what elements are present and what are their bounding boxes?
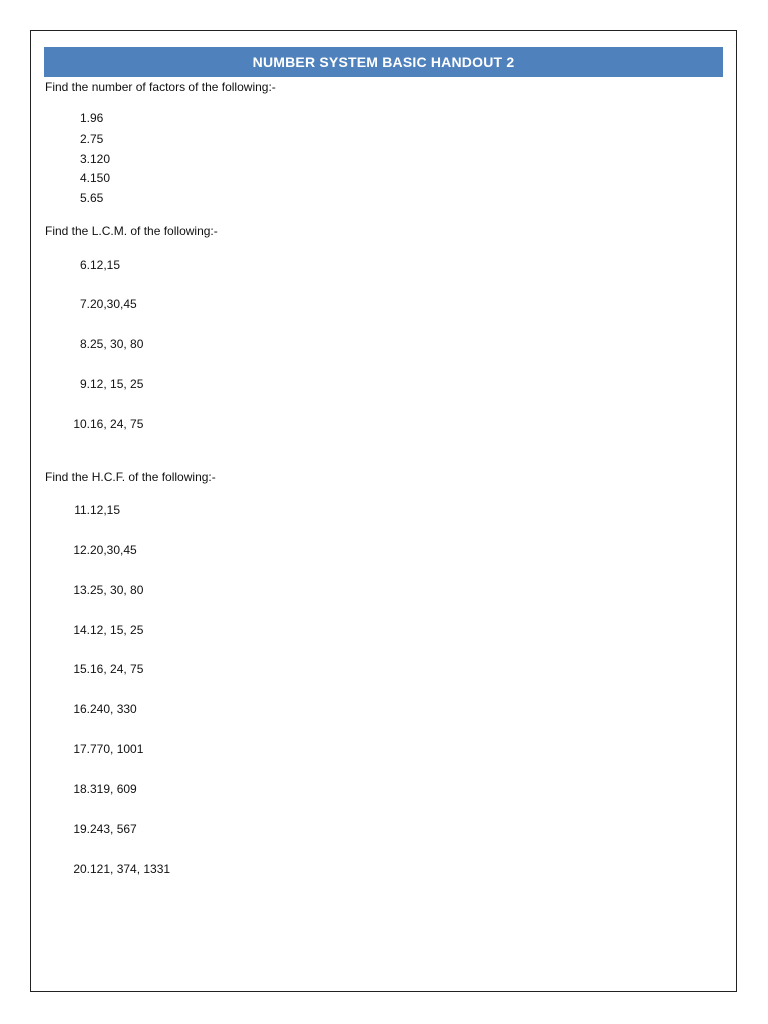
section-heading-lcm: Find the L.C.M. of the following:-: [45, 224, 218, 238]
item-number: 18.: [73, 782, 90, 796]
page-border: [30, 30, 737, 992]
handout-title: NUMBER SYSTEM BASIC HANDOUT 2: [44, 47, 723, 77]
item-value: 121, 374, 1331: [90, 862, 171, 876]
item-value: 65: [90, 191, 104, 205]
item-value: 16, 24, 75: [90, 662, 144, 676]
item-value: 16, 24, 75: [90, 417, 144, 431]
item-number: 17.: [73, 742, 90, 756]
item-number: 6.: [79, 258, 90, 272]
item-number: 16.: [73, 702, 90, 716]
item-number: 7.: [79, 297, 90, 311]
item-number: 20.: [73, 862, 90, 876]
item-value: 75: [90, 132, 104, 146]
item-value: 20,30,45: [90, 297, 137, 311]
section-heading-factors: Find the number of factors of the following:-: [45, 80, 276, 94]
item-number: 3.: [79, 152, 90, 166]
item-value: 12,15: [90, 503, 121, 517]
item-value: 240, 330: [90, 702, 137, 716]
item-number: 9.: [79, 377, 90, 391]
item-number: 19.: [73, 822, 90, 836]
item-number: 8.: [79, 337, 90, 351]
item-number: 14.: [73, 623, 90, 637]
item-value: 243, 567: [90, 822, 137, 836]
item-value: 12,15: [90, 258, 121, 272]
item-value: 25, 30, 80: [90, 583, 144, 597]
item-number: 10.: [73, 417, 90, 431]
item-number: 4.: [79, 171, 90, 185]
item-value: 319, 609: [90, 782, 137, 796]
item-value: 12, 15, 25: [90, 377, 144, 391]
item-value: 25, 30, 80: [90, 337, 144, 351]
item-number: 11.: [74, 503, 90, 517]
item-value: 150: [90, 171, 111, 185]
item-value: 120: [90, 152, 111, 166]
item-value: 12, 15, 25: [90, 623, 144, 637]
item-value: 770, 1001: [90, 742, 144, 756]
item-number: 1.: [79, 111, 90, 125]
item-number: 2.: [79, 132, 90, 146]
item-number: 5.: [79, 191, 90, 205]
item-number: 15.: [73, 662, 90, 676]
section-heading-hcf: Find the H.C.F. of the following:-: [45, 470, 216, 484]
item-number: 13.: [73, 583, 90, 597]
item-value: 20,30,45: [90, 543, 137, 557]
item-number: 12.: [73, 543, 90, 557]
item-value: 96: [90, 111, 104, 125]
